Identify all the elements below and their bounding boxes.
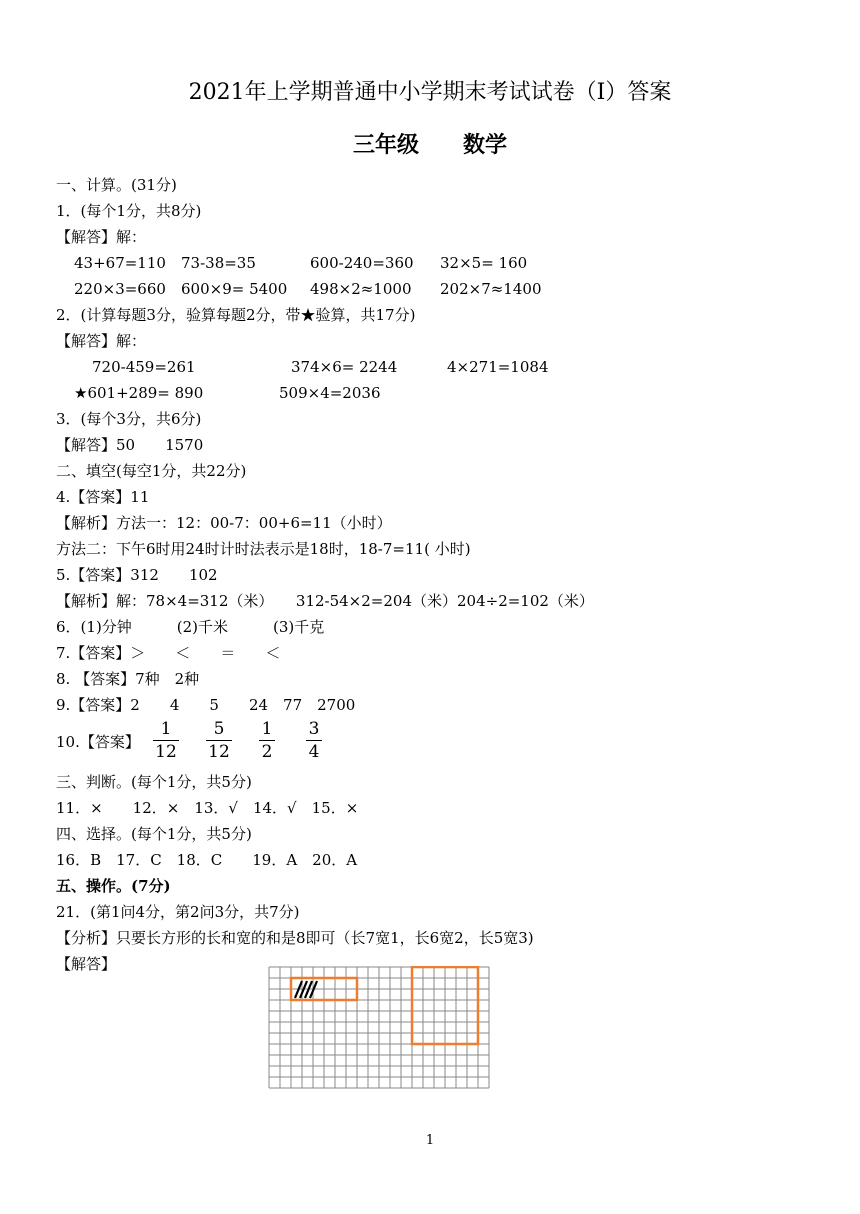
q2-item: 509×4=2036 <box>279 384 381 402</box>
fraction-denominator: 12 <box>206 740 232 763</box>
fraction-denominator: 12 <box>153 740 179 763</box>
section-4-heading: 四、选择。(每个1分，共5分) <box>56 825 252 843</box>
q2-item: 4×271=1084 <box>447 358 549 376</box>
q21-analysis: 【分析】只要长方形的长和宽的和是8即可（长7宽1，长6宽2，长5宽3) <box>56 929 534 947</box>
q4-answer: 4.【答案】11 <box>56 488 150 506</box>
q5-explanation: 【解析】解：78×4=312（米） 312-54×2=204（米）204÷2=102（米） <box>56 592 594 610</box>
q6-answer: 6．(1)分钟 (2)千米 (3)千克 <box>56 618 325 636</box>
fraction <box>206 718 232 763</box>
fraction-numerator: 3 <box>308 719 320 739</box>
section-2-heading: 二、填空(每空1分，共22分) <box>56 462 247 480</box>
fraction <box>306 718 322 763</box>
q21-heading: 21．(第1问4分，第2问3分，共7分) <box>56 903 300 921</box>
fraction-denominator: 2 <box>259 740 275 763</box>
q9-answer: 9.【答案】2 4 5 24 77 2700 <box>56 696 356 714</box>
q21-answer-label: 【解答】 <box>56 955 117 973</box>
page-subtitle: 三年级 数学 <box>352 132 507 158</box>
section-1-heading: 一、计算。(31分) <box>56 176 177 194</box>
q1-item: 600×9= 5400 <box>181 280 288 298</box>
drawing-grid <box>268 966 491 1090</box>
q5-answer: 5.【答案】312 102 <box>56 566 218 584</box>
fraction-numerator: 1 <box>261 719 273 739</box>
section-3-heading: 三、判断。(每个1分，共5分) <box>56 773 252 791</box>
q10-label: 10.【答案】 <box>56 733 140 751</box>
q2-answer-label: 【解答】解： <box>56 332 147 350</box>
q2-heading: 2．(计算每题3分，验算每题2分，带★验算，共17分) <box>56 306 416 324</box>
q4-method-2: 方法二：下午6时用24时计时法表示是18时，18-7=11( 小时) <box>56 540 471 558</box>
q2-item: 720-459=261 <box>92 358 196 376</box>
q1-item: 202×7≈1400 <box>440 280 542 298</box>
q7-answer: 7.【答案】＞ ＜ ＝ ＜ <box>56 644 281 662</box>
fraction-numerator: 5 <box>213 719 225 739</box>
q1-item: 498×2≈1000 <box>310 280 412 298</box>
q1-item: 32×5= 160 <box>440 254 528 272</box>
q2-item: 374×6= 2244 <box>291 358 398 376</box>
page-title: 2021年上学期普通中小学期末考试试卷（Ⅰ）答案 <box>188 80 672 105</box>
fraction <box>259 718 275 763</box>
q1-item: 73-38=35 <box>181 254 256 272</box>
q1-item: 600-240=360 <box>310 254 414 272</box>
q1-item: 43+67=110 <box>74 254 166 272</box>
q1-item: 220×3=660 <box>74 280 166 298</box>
section-5-heading: 五、操作。(7分) <box>56 877 171 895</box>
q3-heading: 3．(每个3分，共6分) <box>56 410 202 428</box>
q3-answer: 【解答】50 1570 <box>56 436 204 454</box>
fraction-numerator: 1 <box>160 719 172 739</box>
q1-answer-label: 【解答】解： <box>56 228 147 246</box>
q1-heading: 1．(每个1分，共8分) <box>56 202 202 220</box>
page-number: 1 <box>425 1133 435 1148</box>
q2-item: ★601+289= 890 <box>74 384 204 402</box>
fraction-denominator: 4 <box>306 740 322 763</box>
q16-20-answers: 16．B 17．C 18．C 19．A 20．A <box>56 851 358 869</box>
fraction <box>153 718 179 763</box>
q4-method-1: 【解析】方法一：12：00-7：00+6=11（小时） <box>56 514 392 532</box>
q8-answer: 8. 【答案】7种 2种 <box>56 670 200 688</box>
q11-15-answers: 11．× 12．× 13．√ 14．√ 15．× <box>56 799 359 817</box>
